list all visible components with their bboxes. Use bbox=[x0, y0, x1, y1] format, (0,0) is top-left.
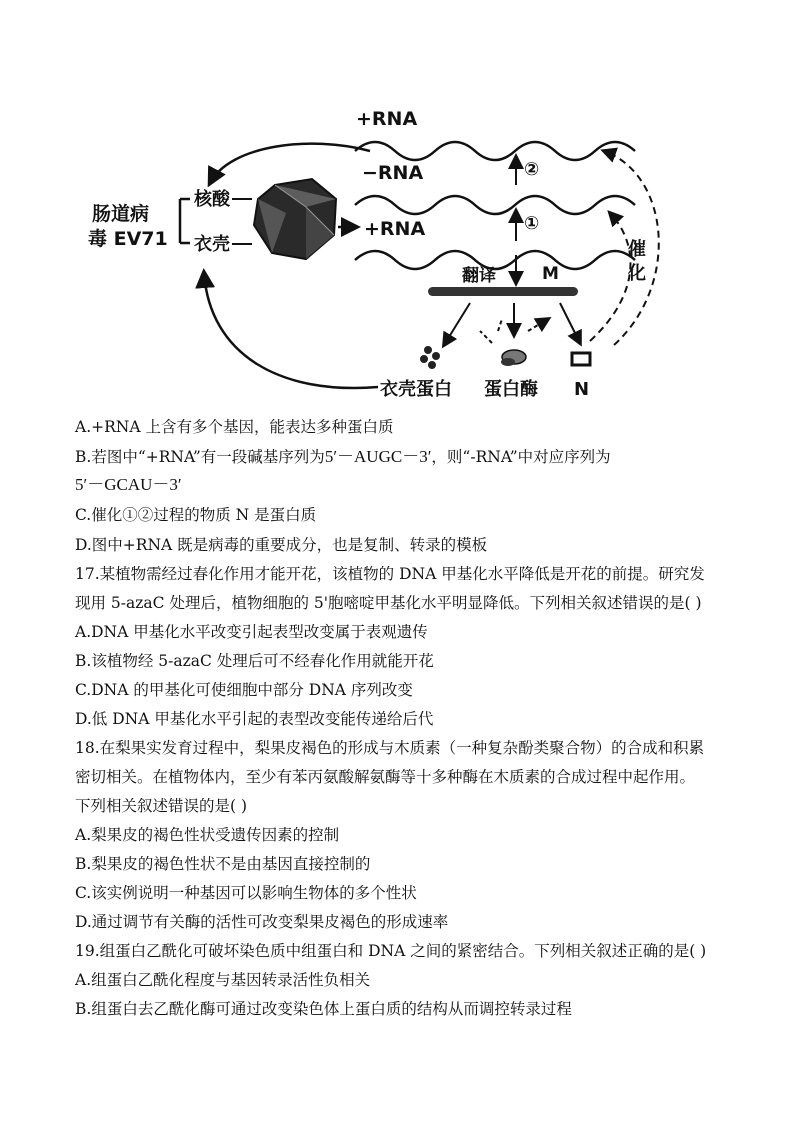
plus-rna-top-label: +RNA bbox=[356, 108, 418, 130]
q17-stem-1: 17.某植物需经过春化作用才能开花，该植物的 DNA 甲基化水平降低是开花的前提。研究发 bbox=[75, 565, 705, 583]
q16-option-b-pre: B.若图中“+RNA”有一段碱基序列为 bbox=[75, 448, 325, 466]
q16-option-b-mid: ，则“-RNA”中对应序列为 bbox=[431, 448, 611, 466]
q18-stem-3: 下列相关叙述错误的是( ) bbox=[75, 797, 248, 815]
protease-label: 蛋白酶 bbox=[484, 379, 538, 400]
q18-stem-2: 密切相关。在植物体内，至少有苯丙氨酸解氨酶等十多种酶在木质素的合成过程中起作用。 bbox=[75, 768, 696, 786]
q19-option-b: B.组蛋白去乙酰化酶可通过改变染色体上蛋白质的结构从而调控转录过程 bbox=[75, 1000, 572, 1018]
q16-option-c: C.催化①②过程的物质 N 是蛋白质 bbox=[75, 506, 317, 524]
capsid-protein-label: 衣壳蛋白 bbox=[380, 379, 452, 400]
virus-particle-icon bbox=[254, 179, 336, 259]
question-text bbox=[75, 415, 735, 1019]
catalysis-label-1: 催 bbox=[628, 239, 646, 260]
step-2-marker: ② bbox=[524, 159, 540, 180]
q16-option-a: A.+RNA 上含有多个基因，能表达多种蛋白质 bbox=[75, 418, 394, 436]
m-label: M bbox=[542, 264, 559, 284]
q17-option-d: D.低 DNA 甲基化水平引起的表型改变能传递给后代 bbox=[75, 710, 434, 728]
plus-rna-bottom-label: +RNA bbox=[364, 218, 426, 240]
capsid-protein-icon bbox=[420, 346, 440, 369]
protein-n-icon bbox=[572, 353, 590, 365]
capsid-label: 衣壳 bbox=[194, 234, 230, 255]
q16-option-b-seq1: 5′－AUGC－3′ bbox=[324, 447, 432, 466]
ribosome-bar bbox=[428, 287, 578, 296]
q18-stem-1: 18.在梨果实发育过程中，梨果皮褐色的形成与木质素（一种复杂酚类聚合物）的合成和积累 bbox=[75, 739, 705, 757]
q17-option-c: C.DNA 的甲基化可使细胞中部分 DNA 序列改变 bbox=[75, 681, 413, 699]
n-label: N bbox=[574, 379, 590, 400]
q18-option-c: C.该实例说明一种基因可以影响生物体的多个性状 bbox=[75, 884, 417, 902]
translation-label: 翻译 bbox=[462, 266, 496, 286]
catalysis-label-2: 化 bbox=[628, 263, 646, 284]
q16-option-d: D.图中+RNA 既是病毒的重要成分，也是复制、转录的模板 bbox=[75, 536, 488, 554]
virus-name-line2: 毒 EV71 bbox=[88, 228, 168, 250]
minus-rna-label: −RNA bbox=[362, 162, 424, 184]
q18-option-b: B.梨果皮的褐色性状不是由基因直接控制的 bbox=[75, 855, 371, 873]
protease-icon bbox=[501, 350, 526, 366]
q19-option-a: A.组蛋白乙酰化程度与基因转录活性负相关 bbox=[75, 971, 371, 989]
step-1-marker: ① bbox=[524, 213, 540, 234]
plus-rna-top-strand bbox=[355, 142, 635, 160]
nucleic-acid-label: 核酸 bbox=[194, 189, 230, 210]
bracket bbox=[180, 199, 190, 243]
q16-option-b bbox=[75, 447, 735, 467]
ev71-replication-diagram bbox=[80, 95, 700, 410]
virus-name-line1: 肠道病 bbox=[92, 203, 150, 225]
q18-option-d: D.通过调节有关酶的活性可改变梨果皮褐色的形成速率 bbox=[75, 913, 449, 931]
minus-rna-strand bbox=[355, 196, 635, 214]
q19-stem-1: 19.组蛋白乙酰化可破坏染色质中组蛋白和 DNA 之间的紧密结合。下列相关叙述正确的是( ) bbox=[75, 942, 707, 960]
q18-option-a: A.梨果皮的褐色性状受遗传因素的控制 bbox=[75, 826, 340, 844]
q17-option-b: B.该植物经 5-azaC 处理后可不经春化作用就能开花 bbox=[75, 652, 434, 670]
q17-option-a: A.DNA 甲基化水平改变引起表型改变属于表观遗传 bbox=[75, 623, 428, 641]
q17-stem-2: 现用 5-azaC 处理后，植物细胞的 5'胞嘧啶甲基化水平明显降低。下列相关叙述错误的是( ) bbox=[75, 594, 702, 612]
q16-option-b-seq2: 5′－GCAU－3′ bbox=[75, 475, 182, 494]
